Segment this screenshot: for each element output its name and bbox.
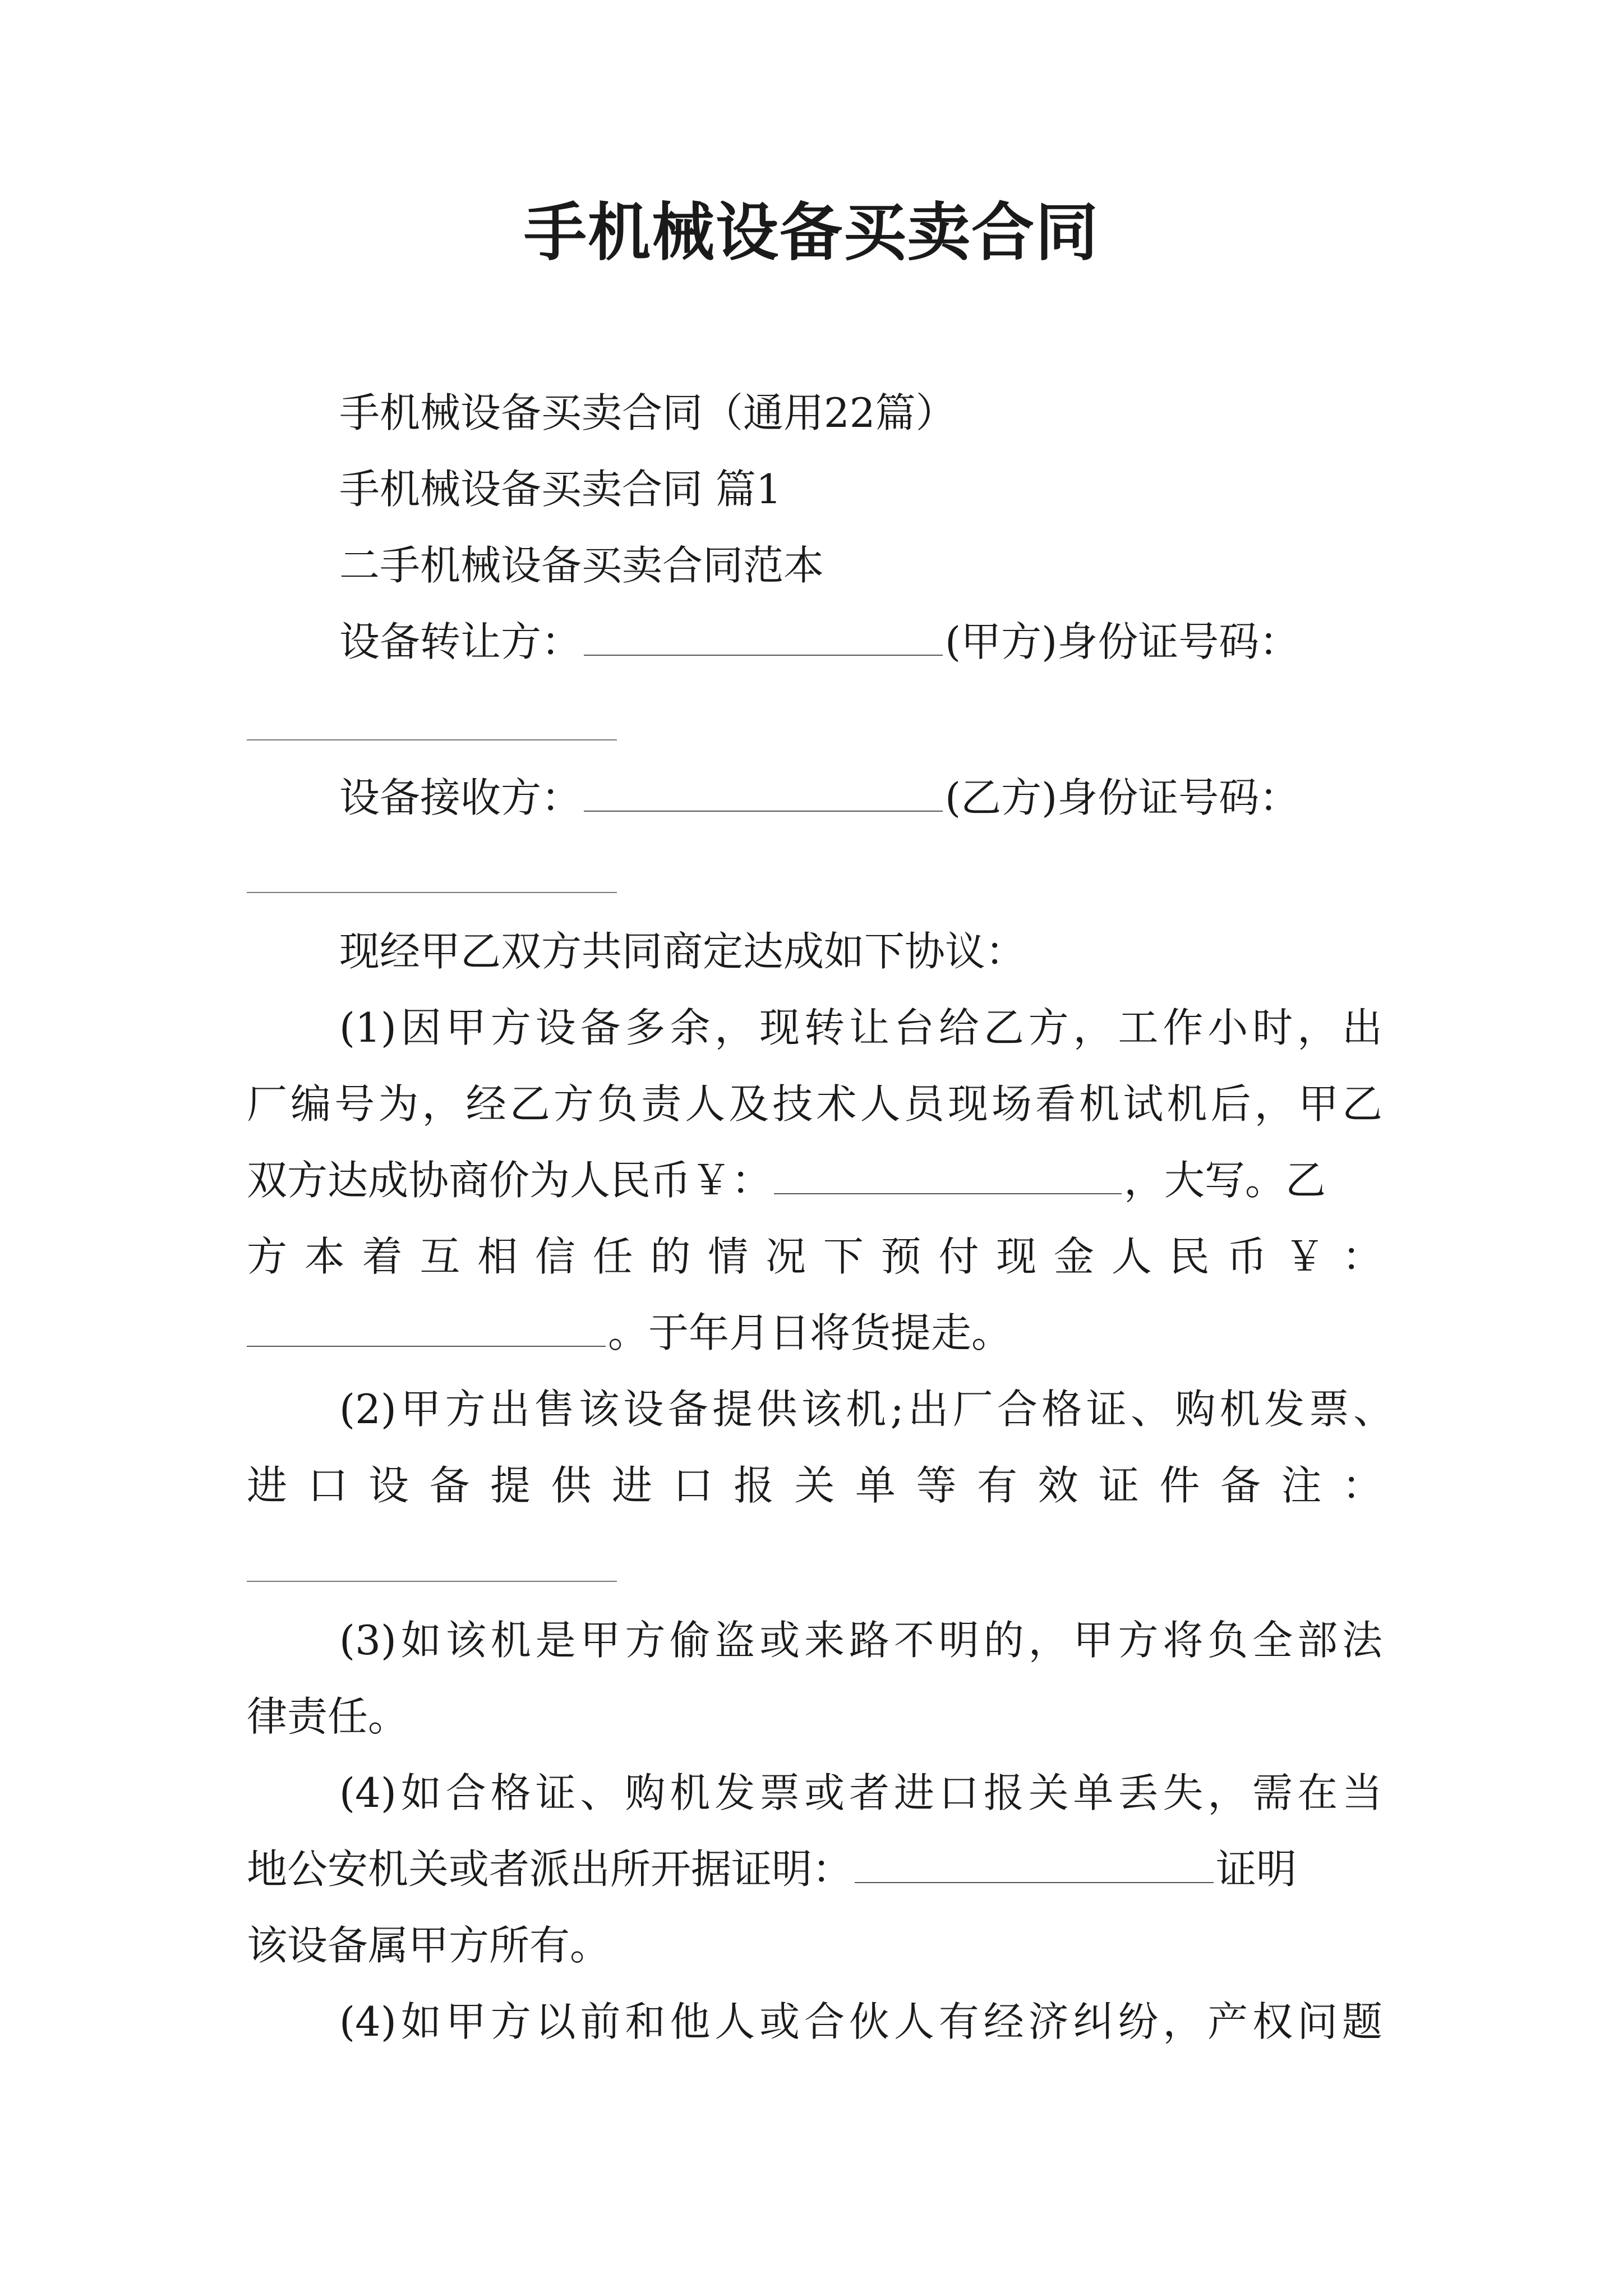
clause-2-line-1: (2)甲方出售该设备提供该机;出厂合格证、购机发票、 xyxy=(339,1386,1394,1433)
document-subtitle: 手机械设备买卖合同（通用22篇） xyxy=(339,389,956,436)
clause-1-line-5 xyxy=(247,1305,1012,1361)
clause-3-line-2: 律责任。 xyxy=(247,1693,409,1740)
remarks-blank xyxy=(247,1581,617,1582)
clause-3-line-1: (3)如该机是甲方偷盗或来路不明的，甲方将负全部法 xyxy=(339,1617,1382,1664)
party-b-name-blank xyxy=(584,770,943,812)
clause-2-line-2: 进口设备提供进口报关单等有效证件备注： xyxy=(247,1462,1382,1509)
section-heading: 二手机械设备买卖合同范本 xyxy=(339,542,824,589)
clause-1-line-3 xyxy=(247,1152,1326,1208)
price-blank xyxy=(774,1153,1122,1194)
clause-4-line-2 xyxy=(247,1841,1297,1897)
chapter-heading: 手机械设备买卖合同 篇1 xyxy=(339,466,782,513)
clause-1-line-2: 厂编号为，经乙方负责人及技术人员现场看机试机后，甲乙 xyxy=(247,1080,1382,1128)
party-b-id-blank xyxy=(247,892,617,893)
clause-4-line-1: (4)如合格证、购机发票或者进口报关单丢失，需在当 xyxy=(339,1769,1382,1816)
certificate-blank xyxy=(855,1842,1214,1883)
prepay-blank xyxy=(247,1305,606,1347)
agreement-intro: 现经甲乙双方共同商定达成如下协议： xyxy=(339,928,1026,975)
party-b-suffix: (乙方)身份证号码： xyxy=(945,774,1300,821)
party-a-name-blank xyxy=(584,614,943,656)
clause-4-line-3: 该设备属甲方所有。 xyxy=(247,1922,611,1969)
party-b-label: 设备接收方： xyxy=(339,774,582,821)
certificate-suffix: 证明 xyxy=(1216,1846,1297,1893)
price-suffix: ，大写。乙 xyxy=(1124,1157,1326,1204)
party-a-suffix: (甲方)身份证号码： xyxy=(945,618,1300,665)
clause-1-line-1: (1)因甲方设备多余，现转让台给乙方，工作小时，出 xyxy=(339,1004,1382,1051)
price-label: 双方达成协商价为人民币￥： xyxy=(247,1157,772,1204)
clause-5-line-1: (4)如甲方以前和他人或合伙人有经济纠纷，产权问题 xyxy=(339,1998,1382,2045)
document-title: 手机械设备买卖合同 xyxy=(524,196,1099,269)
party-b-line xyxy=(339,770,1299,826)
party-a-id-blank xyxy=(247,739,617,740)
pickup-text: 。于年月日将货提走。 xyxy=(608,1309,1012,1356)
party-a-line xyxy=(339,614,1299,670)
certificate-label: 地公安机关或者派出所开据证明： xyxy=(247,1846,853,1893)
party-a-label: 设备转让方： xyxy=(339,618,582,665)
clause-1-line-4: 方本着互相信任的情况下预付现金人民币￥： xyxy=(247,1233,1382,1280)
